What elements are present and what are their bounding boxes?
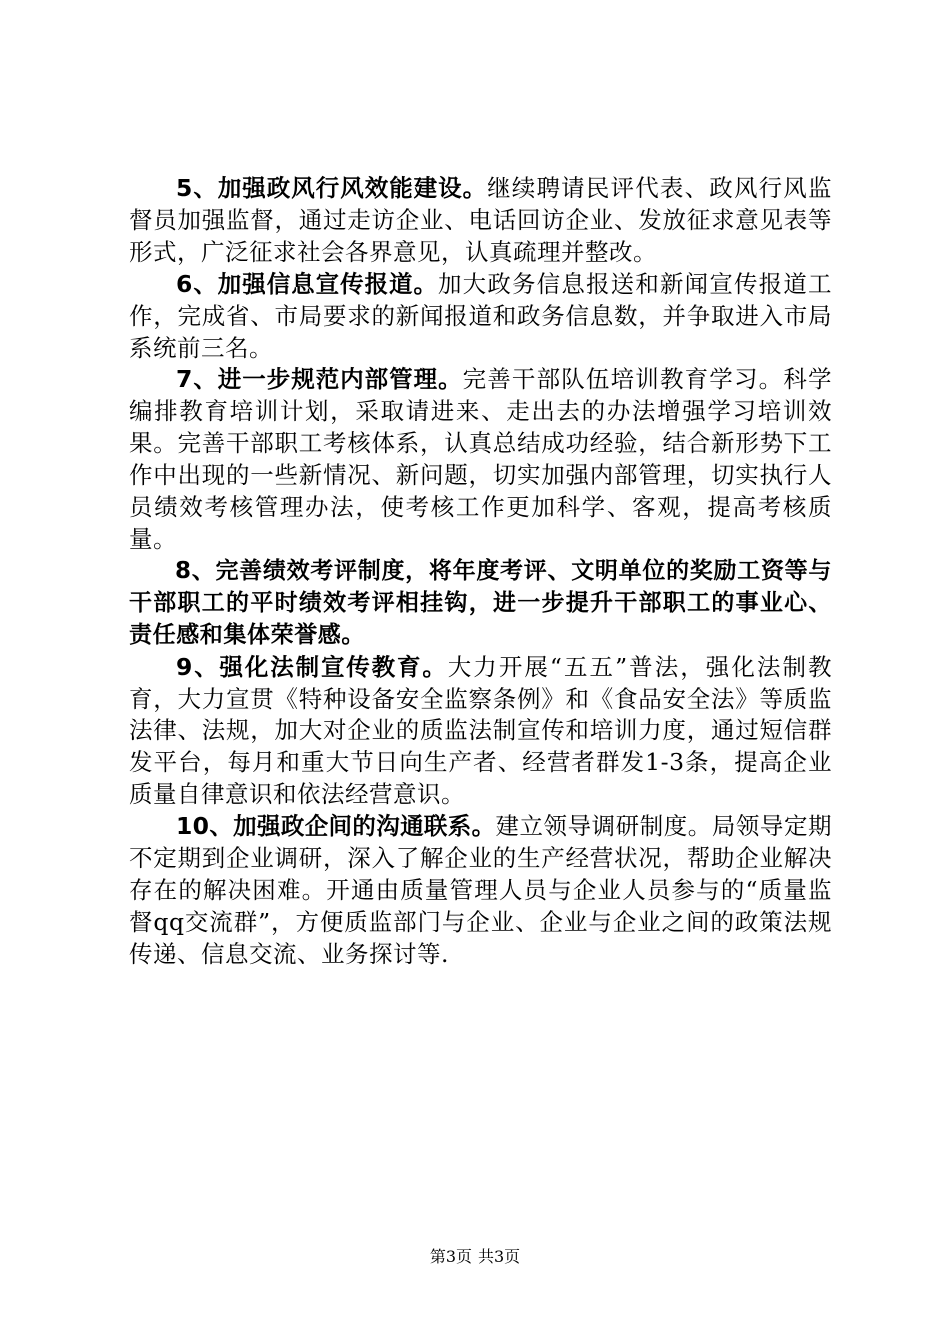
paragraph-6 — [129, 269, 832, 365]
paragraph-heading: 10、加强政企间的沟通联系。 — [176, 812, 496, 841]
paragraph-text: 继续聘请民评代表、政风行风监督员加强监督，通过走访企业、电话回访企业、发放征求意见表等形式，广泛征求社会各界意见，认真疏理并整改。 — [129, 174, 832, 266]
paragraph-text: 完善干部队伍培训教育学习。科学编排教育培训计划，采取请进来、走出去的办法增强学习培训效果。完善干部职工考核体系，认真总结成功经验，结合新形势下工作中出现的一些新情况、新问题，切实加强内部管理，切实执行人员绩效考核管理办法，使考核工作更加科学、客观，提高考核质量。 — [129, 365, 833, 553]
paragraph-text: 建立领导调研制度。局领导定期不定期到企业调研，深入了解企业的生产经营状况，帮助企业解决存在的解决困难。开通由质量管理人员与企业人员参与的“质量监督qq交流群”，方便质监部门与企业、企业与企业之间的政策法规传递、信息交流、业务探讨等. — [129, 812, 832, 968]
paragraph-8: 8、完善绩效考评制度，将年度考评、文明单位的奖励工资等与干部职工的平时绩效考评相挂钩，进一步提升干部职工的事业心、责任感和集体荣誉感。 — [129, 557, 832, 648]
paragraph-text: 加大政务信息报送和新闻宣传报道工作，完成省、市局要求的新闻报道和政务信息数，并争取进入市局系统前三名。 — [129, 269, 833, 362]
paragraph-7 — [129, 364, 832, 555]
page-total: 共3页 — [478, 1247, 521, 1266]
paragraph-heading: 5、加强政风行风效能建设。 — [176, 174, 488, 202]
paragraph-heading: 7、进一步规范内部管理。 — [176, 365, 463, 394]
paragraph-heading: 9、强化法制宣传教育。 — [176, 652, 448, 681]
paragraph-10 — [129, 811, 832, 971]
paragraph-5 — [129, 173, 832, 269]
page-footer — [0, 1244, 950, 1267]
page-number: 第3页 — [429, 1247, 472, 1266]
document-body — [129, 173, 832, 971]
paragraph-9 — [129, 652, 832, 812]
paragraph-heading: 6、加强信息宣传报道。 — [176, 269, 438, 298]
paragraph-text: 大力开展“五五”普法，强化法制教育，大力宣贯《特种设备安全监察条例》和《食品安全法》等质监法律、法规，加大对企业的质监法制宣传和培训力度，通过短信群发平台，每月和重大节日向生产者、经营者群发1-3条，提高企业质量自律意识和依法经营意识。 — [129, 652, 833, 809]
